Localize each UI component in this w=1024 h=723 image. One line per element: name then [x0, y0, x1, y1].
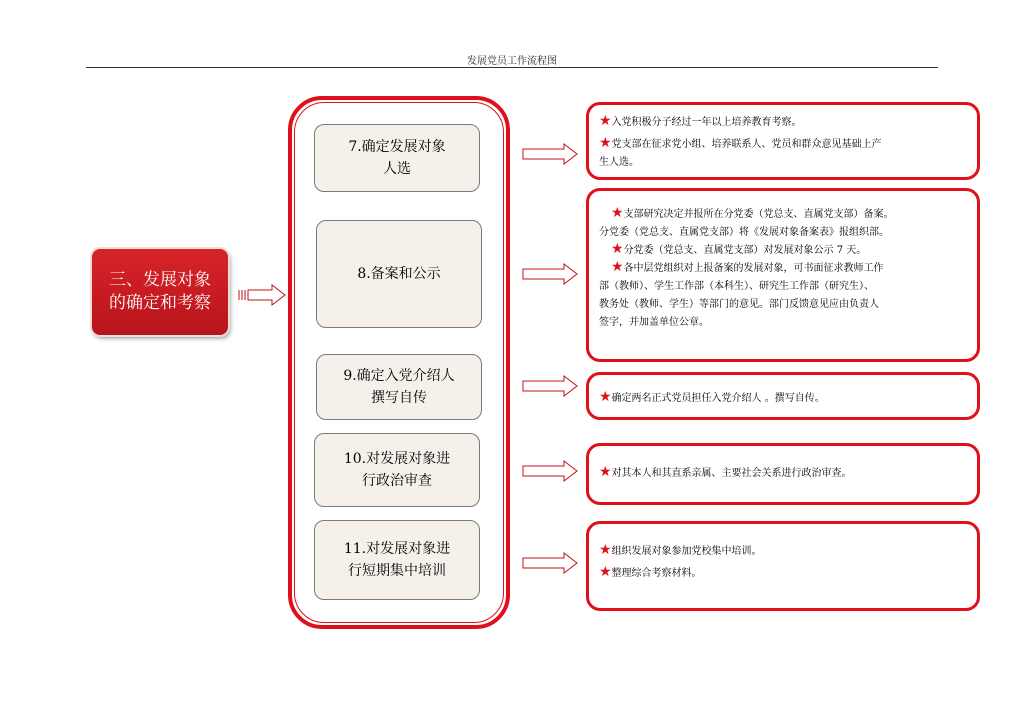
- note-11-line: ★组织发展对象参加党校集中培训。: [599, 542, 762, 558]
- star-icon: ★: [611, 259, 624, 275]
- step-10-line-1: 10.对发展对象进: [343, 451, 451, 467]
- star-icon: ★: [599, 135, 612, 151]
- step-9-box: [316, 354, 482, 420]
- step-7-arrow: [522, 143, 578, 165]
- note-11-line: ★整理综合考察材料。: [599, 564, 702, 580]
- star-icon: ★: [599, 542, 612, 558]
- step-11-line-2: 行短期集中培训: [348, 563, 446, 579]
- note-8: [586, 188, 980, 362]
- header-title: 发展党员工作流程图: [467, 56, 557, 67]
- note-8-line: ★分党委（党总支、直属党支部）对发展对象公示 7 天。: [611, 241, 867, 257]
- star-icon: ★: [611, 241, 624, 257]
- stage-box: [92, 249, 228, 335]
- note-8-line: 签字，并加盖单位公章。: [599, 317, 709, 328]
- step-9-arrow: [522, 375, 578, 397]
- note-7: [586, 102, 980, 180]
- step-7-box: [314, 124, 480, 192]
- note-9: [586, 372, 980, 420]
- note-8-line: 分党委（党总支、直属党支部）将《发展对象备案表》报组织部。: [599, 227, 889, 238]
- note-7-line: 生人选。: [599, 157, 639, 168]
- step-8-line-1: 8.备案和公示: [357, 266, 441, 282]
- step-8-box: [316, 220, 482, 328]
- note-8-line: 教务处（教师、学生）等部门的意见。部门反馈意见应由负责人: [599, 299, 879, 310]
- note-11: [586, 521, 980, 611]
- star-icon: ★: [599, 113, 612, 129]
- stage-line-1: 三、发展对象: [109, 270, 211, 290]
- step-10-line-2: 行政治审查: [362, 473, 432, 489]
- star-icon: ★: [599, 464, 612, 480]
- step-7-line-1: 7.确定发展对象: [348, 139, 446, 155]
- note-8-line: 部（教师）、学生工作部（本科生）、研究生工作部（研究生）、: [599, 281, 874, 292]
- note-10-line: ★对其本人和其直系亲属、主要社会关系进行政治审查。: [599, 464, 852, 480]
- note-9-line: ★确定两名正式党员担任入党介绍人 。撰写自传。: [599, 389, 825, 405]
- note-8-line: ★支部研究决定并报所在分党委（党总支、直属党支部）备案。: [611, 205, 894, 221]
- step-11-line-1: 11.对发展对象进: [343, 541, 451, 557]
- stage-arrow: [238, 284, 288, 306]
- note-10: [586, 443, 980, 505]
- step-10-arrow: [522, 460, 578, 482]
- header-rule: [86, 67, 938, 68]
- note-7-line: ★入党积极分子经过一年以上培养教育考察。: [599, 113, 802, 129]
- note-8-line: ★各中层党组织对上报备案的发展对象，可书面征求教师工作: [611, 259, 884, 275]
- step-8-arrow: [522, 263, 578, 285]
- star-icon: ★: [599, 564, 612, 580]
- step-9-line-2: 撰写自传: [371, 390, 427, 406]
- star-icon: ★: [611, 205, 624, 221]
- step-9-line-1: 9.确定入党介绍人: [343, 368, 455, 384]
- stage-line-2: 的确定和考察: [109, 293, 211, 313]
- step-11-box: [314, 520, 480, 600]
- star-icon: ★: [599, 389, 612, 405]
- step-7-line-2: 人选: [383, 161, 411, 177]
- note-7-line: ★党支部在征求党小组、培养联系人、党员和群众意见基础上产: [599, 135, 882, 151]
- step-11-arrow: [522, 552, 578, 574]
- step-10-box: [314, 433, 480, 507]
